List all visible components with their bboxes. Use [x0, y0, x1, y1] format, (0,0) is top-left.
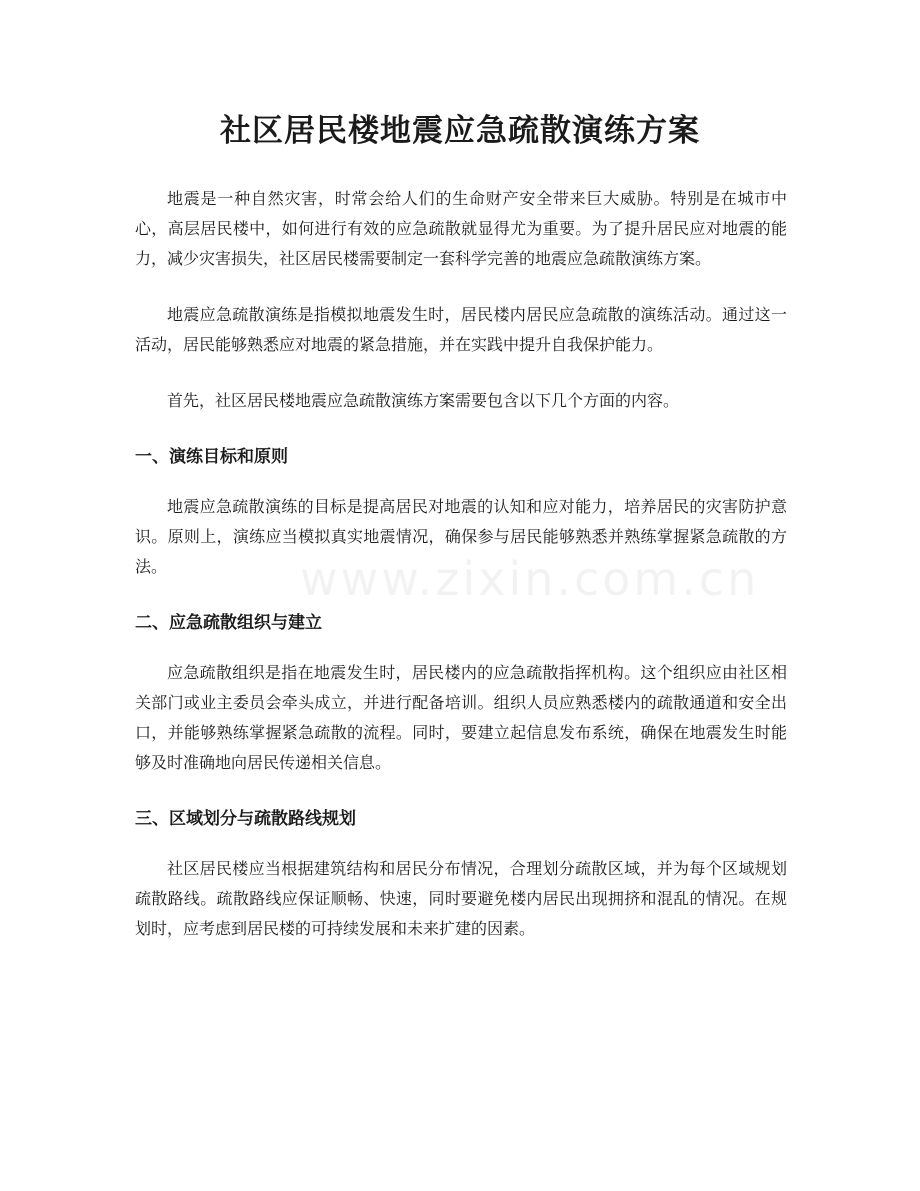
- paragraph-intro: 地震是一种自然灾害，时常会给人们的生命财产安全带来巨大威胁。特别是在城市中心，高层居民楼中，如何进行有效的应急疏散就显得尤为重要。为了提升居民应对地震的能力，减少灾害损失，社区居民楼需要制定一套科学完善的地震应急疏散演练方案。: [135, 189, 787, 268]
- section-heading-organization: 二、应急疏散组织与建立: [135, 613, 322, 633]
- document-title: 社区居民楼地震应急疏散演练方案: [220, 113, 700, 149]
- section-heading-routes: 三、区域划分与疏散路线规划: [135, 809, 356, 829]
- paragraph-routes: 社区居民楼应当根据建筑结构和居民分布情况，合理划分疏散区域，并为每个区域规划疏散路线。疏散路线应保证顺畅、快速，同时要避免楼内居民出现拥挤和混乱的情况。在规划时，应考虑到居民楼的可持续发展和未来扩建的因素。: [135, 859, 787, 938]
- paragraph-goals: 地震应急疏散演练的目标是提高居民对地震的认知和应对能力，培养居民的灾害防护意识。原则上，演练应当模拟真实地震情况，确保参与居民能够熟悉并熟练掌握紧急疏散的方法。: [135, 497, 787, 576]
- paragraph-overview: 首先，社区居民楼地震应急疏散演练方案需要包含以下几个方面的内容。: [167, 391, 680, 410]
- watermark: www.zixin.com.cn: [300, 552, 760, 606]
- document-body: [135, 184, 787, 970]
- paragraph-organization: 应急疏散组织是指在地震发生时，居民楼内的应急疏散指挥机构。这个组织应由社区相关部门或业主委员会牵头成立，并进行配备培训。组织人员应熟悉楼内的疏散通道和安全出口，并能够熟练掌握紧急疏散的流程。同时，要建立起信息发布系统，确保在地震发生时能够及时准确地向居民传递相关信息。: [135, 663, 787, 772]
- section-heading-goals: 一、演练目标和原则: [135, 447, 288, 467]
- paragraph-definition: 地震应急疏散演练是指模拟地震发生时，居民楼内居民应急疏散的演练活动。通过这一活动，居民能够熟悉应对地震的紧急措施，并在实践中提升自我保护能力。: [135, 305, 787, 354]
